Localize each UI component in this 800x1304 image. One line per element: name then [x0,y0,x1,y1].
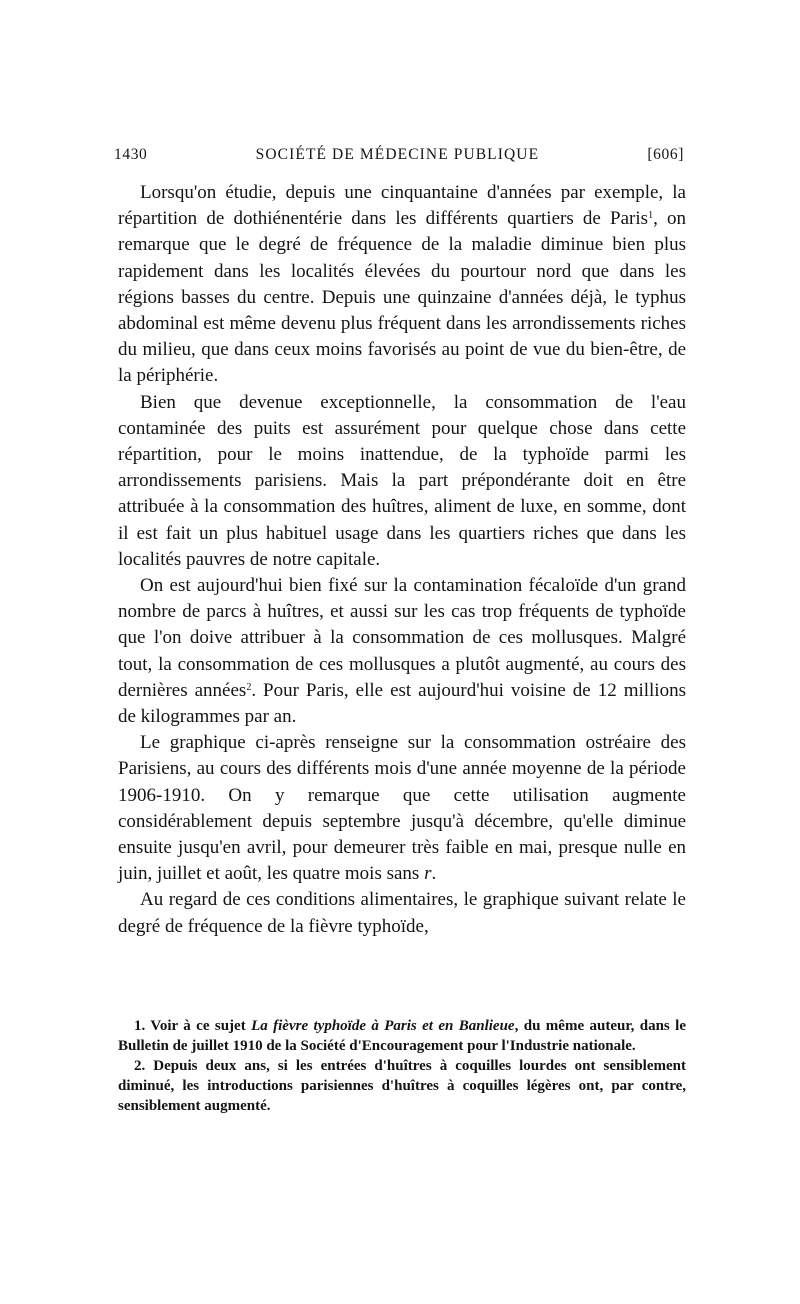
paragraph-3 [118,573,686,730]
paragraph-1 [118,180,686,390]
paragraph-text: On est aujourd'hui bien fixé sur la contamination fécaloïde d'un grand nombre de parcs à huîtres, et aussi sur les cas trop fréquents de typhoïde que l'on doive attribuer à la consommation de ces mollusques. Malgré tout, la consommation de ces mollusques a plutôt augmenté, au cours des dernières années [118,575,686,701]
running-title: SOCIÉTÉ DE MÉDECINE PUBLIQUE [255,146,540,163]
footnote-number: 1. [134,1018,146,1034]
footnote-text: , du même auteur, dans le Bulletin de juillet 1910 de la Société d'Encouragement pour l'Industrie nationale. [118,1018,686,1054]
paragraph-text: Lorsqu'on étudie, depuis une cinquantaine d'années par exemple, la répartition de dothiénentérie dans les différents quartiers de Paris [118,182,686,230]
footnote-1 [118,1016,686,1056]
paragraph-2: Bien que devenue exceptionnelle, la consommation de l'eau contaminée des puits est assurément pour quelque chose dans cette répartition, pour le moins inattendue, de la typhoïde parmi les arrondissements parisiens. Mais la part prépondérante doit en être attribuée à la consommation des huîtres, aliment de luxe, en somme, dont il est fait un plus habituel usage dans les quartiers riches que dans les localités pauvres de notre capitale. [118,391,686,570]
footnote-text: Voir à ce sujet [150,1018,252,1034]
footnote-text: Depuis deux ans, si les entrées d'huîtres à coquilles lourdes ont sensiblement diminué, les introductions parisiennes d'huîtres à coquilles légères ont, par contre, sensiblement augmenté. [118,1058,687,1114]
italic-letter: r [424,863,432,885]
paragraph-text: Le graphique ci-après renseigne sur la consommation ostréaire des Parisiens, au cours des différents mois d'une année moyenne de la période 1906-1910. On y remarque que cette utilisation augmente considérablement depuis septembre jusqu'à décembre, qu'elle diminue ensuite jusqu'en avril, pour demeurer très faible en mai, presque nulle en juin, juillet et août, les quatre mois sans [118,732,686,885]
footnote-ref-2: 2 [246,681,252,693]
footnote-ref-1: 1 [648,210,654,222]
footnote-title: La fièvre typhoïde à Paris et en Banlieue [251,1018,515,1034]
footnote-2 [118,1056,686,1116]
paragraph-text: . Pour Paris, elle est aujourd'hui voisine de 12 millions de kilogrammes par an. [118,679,686,728]
footnotes [118,1016,686,1116]
paragraph-5: Au regard de ces conditions alimentaires, le graphique suivant relate le degré de fréquence de la fièvre typhoïde, [118,889,686,937]
main-text [118,180,686,940]
running-header [114,146,684,164]
page-number: 1430 [114,146,148,163]
paragraph-4 [118,730,686,887]
paragraph-text: , on remarque que le degré de fréquence de la maladie diminue bien plus rapidement dans les localités élevées du pourtour nord que dans les régions basses du centre. Depuis une quinzaine d'années déjà, le typhus abdominal est même devenu plus fréquent dans les arrondissements riches du milieu, que dans ceux moins favorisés au point de vue du bien-être, de la périphérie. [118,208,687,387]
footnote-number: 2. [134,1058,146,1074]
paragraph-text: . [431,863,437,885]
section-ref: [606] [647,146,684,163]
